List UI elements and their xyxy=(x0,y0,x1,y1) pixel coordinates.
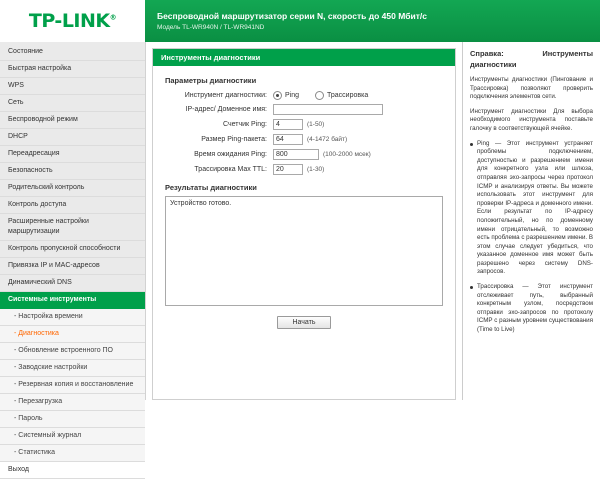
help-paragraph-1: Инструменты диагностики (Пингование и Трассировка) позволяют проверить подключения элементов сети. xyxy=(470,76,593,101)
traceroute-ttl-input[interactable] xyxy=(273,164,303,175)
radio-option-traceroute[interactable] xyxy=(315,91,368,100)
header-text-block xyxy=(145,0,600,42)
params-section-title: Параметры диагностики xyxy=(165,76,257,85)
ip-label: IP-адрес/ Доменное имя: xyxy=(185,106,267,113)
help-paragraph-2: Инструмент диагностики Для выбора необходимого инструмента поставьте галочку в соответствующей ячейке. xyxy=(470,107,593,132)
sidebar-item-network[interactable]: Сеть xyxy=(0,95,145,112)
sidebar-item-password[interactable]: - Пароль xyxy=(0,411,145,428)
ping-timeout-input[interactable] xyxy=(273,149,319,160)
help-title: Справка: Инструменты диагностики xyxy=(470,49,593,69)
traceroute-ttl-hint: (1-30) xyxy=(307,166,325,173)
product-model: Модель TL-WR940N / TL-WR941ND xyxy=(157,23,265,31)
panel-title: Инструменты диагностики xyxy=(153,49,455,66)
sidebar-item-firmware-upgrade[interactable]: - Обновление встроенного ПО xyxy=(0,343,145,360)
brand-logo[interactable] xyxy=(0,0,145,42)
radio-ping-icon[interactable] xyxy=(273,91,282,100)
sidebar-item-reboot[interactable]: - Перезагрузка xyxy=(0,394,145,411)
results-section-title: Результаты диагностики xyxy=(165,183,257,192)
sidebar-item-security[interactable]: Безопасность xyxy=(0,163,145,180)
help-bullet-ping: Ping — Этот инструмент устраняет проблемы подключением, доступностью и разрешением имени для конкретного узла или шлюза, отправляя эхо-запросы через протокол ICMP и анализируя ответы. Вы можете использовать этот инструмент для проверки IP-адреса и доменного имени. Если результат по IP-адресу положительный, но по доменному имени отрицательный, то возможно есть проблема с разрешением имени. В этом случае следует убедиться, что указанное доменное имя может быть разрешено через систему DNS-запросов. xyxy=(470,140,593,278)
radio-option-ping[interactable] xyxy=(273,91,299,100)
sidebar-item-backup-restore[interactable]: - Резервная копия и восстановление xyxy=(0,377,145,394)
field-row-ping-size xyxy=(163,134,445,145)
sidebar-item-wireless[interactable]: Беспроводной режим xyxy=(0,112,145,129)
sidebar-item-logout[interactable]: Выход xyxy=(0,462,145,479)
sidebar-item-dhcp[interactable]: DHCP xyxy=(0,129,145,146)
sidebar-item-ip-mac-binding[interactable]: Привязка IP и MAC-адресов xyxy=(0,258,145,275)
tool-label: Инструмент диагностики: xyxy=(184,92,267,99)
traceroute-ttl-label: Трассировка Max TTL: xyxy=(194,166,267,173)
sidebar-item-time-settings[interactable]: - Настройка времени xyxy=(0,309,145,326)
sidebar-nav xyxy=(0,42,146,473)
ip-address-input[interactable] xyxy=(273,104,383,115)
field-row-tool xyxy=(163,91,445,100)
diagnostic-panel xyxy=(152,48,456,400)
help-panel xyxy=(462,42,600,400)
ping-count-input[interactable] xyxy=(273,119,303,130)
page-body xyxy=(0,42,600,473)
ping-timeout-label: Время ожидания Ping: xyxy=(194,151,267,158)
brand-logo-text xyxy=(29,10,116,32)
sidebar-item-dynamic-dns[interactable]: Динамический DNS xyxy=(0,275,145,292)
field-row-ping-count xyxy=(163,119,445,130)
sidebar-item-system-tools[interactable]: Системные инструменты xyxy=(0,292,145,309)
main-content xyxy=(146,42,462,400)
radio-ping-label: Ping xyxy=(285,92,300,99)
sidebar-item-parental-control[interactable]: Родительский контроль xyxy=(0,180,145,197)
panel-body xyxy=(153,66,455,399)
radio-traceroute-icon[interactable] xyxy=(315,91,324,100)
sidebar-item-wps[interactable]: WPS xyxy=(0,78,145,95)
ping-count-label: Счетчик Ping: xyxy=(222,121,267,128)
field-row-ip xyxy=(163,104,445,115)
sidebar-item-quick-setup[interactable]: Быстрая настройка xyxy=(0,61,145,78)
start-button[interactable]: Начать xyxy=(277,316,330,329)
ping-timeout-hint: (100-2000 мсек) xyxy=(323,151,371,158)
product-title: Беспроводной маршрутизатор серии N, скорость до 450 Мбит/с xyxy=(157,10,428,21)
ping-size-input[interactable] xyxy=(273,134,303,145)
field-row-traceroute-ttl xyxy=(163,164,445,175)
ping-size-hint: (4-1472 байт) xyxy=(307,136,348,143)
brand-logo-trademark: ® xyxy=(109,13,117,22)
action-row xyxy=(163,316,445,329)
sidebar-item-advanced-routing[interactable]: Расширенные настройки маршрутизации xyxy=(0,214,145,241)
page-header xyxy=(0,0,600,42)
results-output: Устройство готово. xyxy=(165,196,443,306)
sidebar-item-statistics[interactable]: - Статистика xyxy=(0,445,145,462)
help-bullet-traceroute: Трассировка — Этот инструмент отслеживает путь, выбранный конкретным узлом, посредством отправки эхо-запросов по протоколу ICMP с разным уровнем существования (Time to Live) xyxy=(470,283,593,335)
sidebar-item-access-control[interactable]: Контроль доступа xyxy=(0,197,145,214)
ping-size-label: Размер Ping-пакета: xyxy=(201,136,267,143)
sidebar-item-status[interactable]: Состояние xyxy=(0,44,145,61)
radio-traceroute-label: Трассировка xyxy=(327,92,369,99)
brand-logo-label: TP-LINK xyxy=(28,10,110,32)
sidebar-item-forwarding[interactable]: Переадресация xyxy=(0,146,145,163)
ping-count-hint: (1-50) xyxy=(307,121,325,128)
sidebar-item-bandwidth-control[interactable]: Контроль пропускной способности xyxy=(0,241,145,258)
sidebar-item-factory-defaults[interactable]: - Заводские настройки xyxy=(0,360,145,377)
sidebar-item-system-log[interactable]: - Системный журнал xyxy=(0,428,145,445)
field-row-ping-timeout xyxy=(163,149,445,160)
sidebar-item-diagnostic[interactable]: - Диагностика xyxy=(0,326,145,343)
